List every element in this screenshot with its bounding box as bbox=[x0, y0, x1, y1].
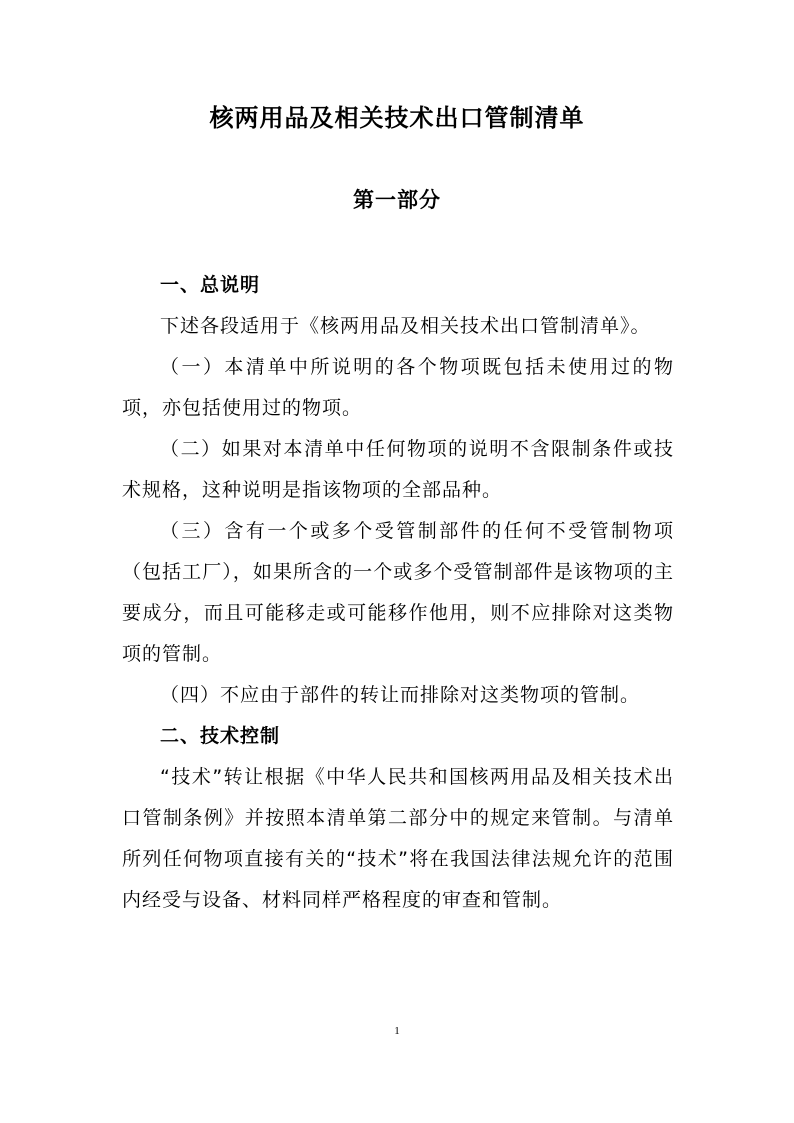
paragraph: （三）含有一个或多个受管制部件的任何不受管制物项（包括工厂），如果所含的一个或多个受管制部件是该物项的主要成分，而且可能移走或可能移作他用，则不应排除对这类物项的管制。 bbox=[122, 520, 674, 665]
section-heading-technology-control: 二、技术控制 bbox=[160, 725, 281, 747]
paragraph: 下述各段适用于《核两用品及相关技术出口管制清单》。 bbox=[160, 315, 651, 337]
document-body bbox=[122, 265, 674, 921]
paragraph: （四）不应由于部件的转让而排除对这类物项的管制。 bbox=[160, 684, 641, 706]
paragraph: “技术”转让根据《中华人民共和国核两用品及相关技术出口管制条例》并按照本清单第二部分中的规定来管制。与清单所列任何物项直接有关的“技术”将在我国法律法规允许的范围内经受与设备、材料同样严格程度的审查和管制。 bbox=[122, 766, 674, 911]
part-title: 第一部分 bbox=[353, 188, 441, 212]
document-title: 核两用品及相关技术出口管制清单 bbox=[209, 104, 585, 132]
paragraph: （二）如果对本清单中任何物项的说明不含限制条件或技术规格，这种说明是指该物项的全部品种。 bbox=[122, 438, 674, 501]
section-heading-general: 一、总说明 bbox=[160, 274, 261, 296]
paragraph: （一）本清单中所说明的各个物项既包括未使用过的物项，亦包括使用过的物项。 bbox=[122, 356, 674, 419]
page-number: 1 bbox=[394, 1025, 400, 1037]
